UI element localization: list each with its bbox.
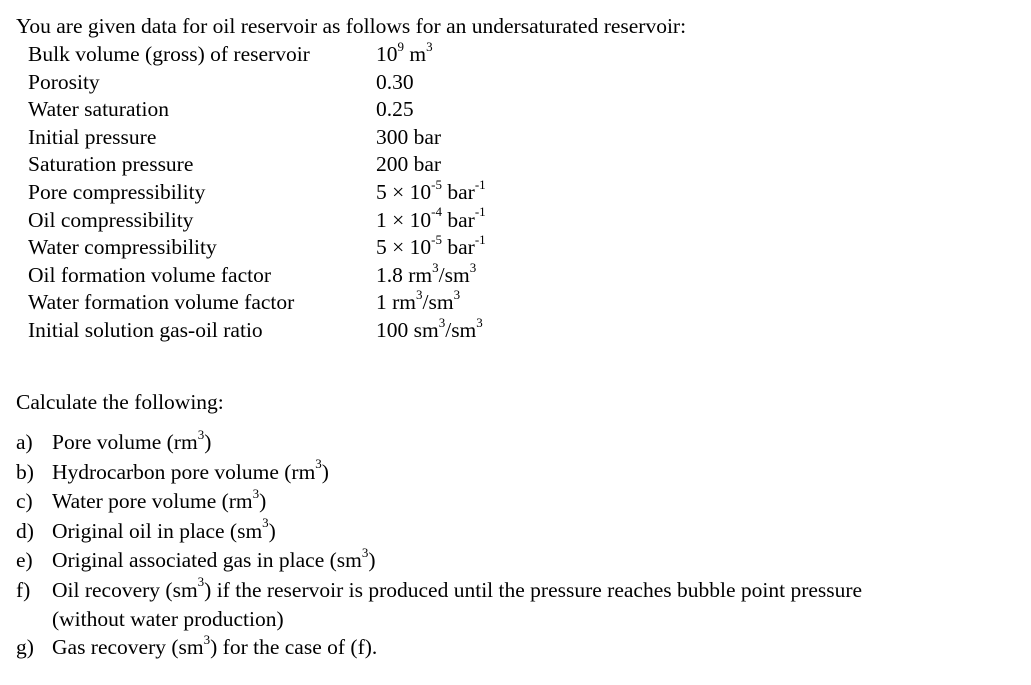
question-item [16,546,1021,576]
text-part: Hydrocarbon pore volume (rm [52,459,316,484]
superscript: 3 [197,426,205,442]
text-part: Gas recovery (sm [52,635,204,659]
text-part: 0.25 [376,97,414,122]
data-row-value [376,314,483,345]
text-part: ) for the case of (f). [210,635,378,659]
data-row-value [376,289,460,317]
question-marker: f) [16,577,31,602]
data-row-value [376,38,433,69]
question-marker: d) [16,518,34,543]
superscript: 9 [397,38,404,54]
superscript: 3 [416,287,423,303]
data-row-value [376,176,486,207]
text-part: Pore volume (rm [52,430,198,454]
data-row-value [376,204,486,235]
question-text [52,633,1021,663]
text-part: 5 × 10 [376,235,432,260]
data-row-value [376,69,414,97]
text-part: ) if the reservoir is produced until the pressure reaches bubble point pressure [204,577,863,602]
text-part: Original associated gas in place (sm [52,548,362,572]
superscript: 3 [453,287,461,303]
superscript: 3 [438,314,446,330]
data-row-label: Pore compressibility [28,179,206,204]
superscript: 3 [476,314,483,330]
text-part: bar [441,235,475,260]
superscript: -5 [431,176,442,192]
superscript: 3 [361,544,369,560]
superscript: 3 [197,574,205,590]
text-part: bar [441,207,475,232]
question-text [52,487,1021,517]
data-row-value [376,151,441,179]
text-part: 200 bar [376,152,442,177]
question-marker: b) [16,459,34,484]
superscript: -1 [474,232,486,247]
question-item [16,487,1021,517]
superscript: 3 [315,456,322,472]
text-part: 1 rm [376,290,417,315]
data-row-label: Water compressibility [28,235,217,260]
text-part: 100 sm [376,317,439,342]
question-item [16,576,1021,634]
text-part: Original oil in place (sm [52,518,263,543]
text-part: m [404,42,427,66]
text-part: Oil recovery (sm [52,577,198,602]
text-part: Water pore volume (rm [52,489,253,513]
superscript: -4 [431,204,442,220]
superscript: 3 [262,515,269,531]
data-row-value [376,234,486,262]
data-row-label: Initial solution gas-oil ratio [28,317,263,342]
question-text [52,428,1021,458]
superscript: -1 [474,176,486,192]
question-marker: e) [16,548,33,572]
text-part: ) [204,430,212,454]
superscript: 3 [426,38,433,54]
text-part: 5 × 10 [376,179,432,204]
question-text [52,576,1021,606]
question-text-continuation: (without water production) [52,607,284,631]
question-marker: a) [16,430,33,454]
question-marker: c) [16,489,33,513]
data-row-label: Porosity [28,69,100,94]
data-row-label: Bulk volume (gross) of reservoir [28,42,310,66]
data-row-label: Oil formation volume factor [28,262,271,287]
text-part: 1.8 rm [376,262,433,287]
calculate-heading: Calculate the following: [16,390,224,414]
question-item [16,517,1021,547]
superscript: -5 [431,232,442,247]
text-part: /sm [438,262,470,287]
superscript: 3 [252,485,260,501]
data-row-label: Saturation pressure [28,152,194,177]
question-text [52,546,1021,576]
data-row-label: Water formation volume factor [28,290,295,315]
question-item [16,633,1021,663]
question-list [16,428,1021,663]
question-text [52,458,1021,488]
question-marker: g) [16,635,34,659]
text-part: ) [259,489,267,513]
text-part: 0.30 [376,69,414,94]
text-part: /sm [445,317,477,342]
text-part: ) [268,518,276,543]
text-part: 10 [376,42,398,66]
data-row-label: Oil compressibility [28,207,194,232]
question-item [16,458,1021,488]
text-part: /sm [422,290,454,315]
data-row-value [376,96,414,124]
text-part: ) [321,459,329,484]
text-part: ) [368,548,376,572]
superscript: 3 [469,259,477,275]
data-row-label: Initial pressure [28,124,157,149]
superscript: -1 [474,204,486,220]
text-part: 300 bar [376,124,442,149]
data-row-value [376,124,441,152]
question-item [16,428,1021,458]
data-row-value [376,259,477,290]
superscript: 3 [203,631,211,647]
superscript: 3 [432,259,439,275]
intro-text: You are given data for oil reservoir as follows for an undersaturated reservoir: [16,14,687,38]
question-text [52,517,1021,547]
data-row-label: Water saturation [28,97,169,122]
text-part: 1 × 10 [376,207,432,232]
text-part: bar [441,179,475,204]
